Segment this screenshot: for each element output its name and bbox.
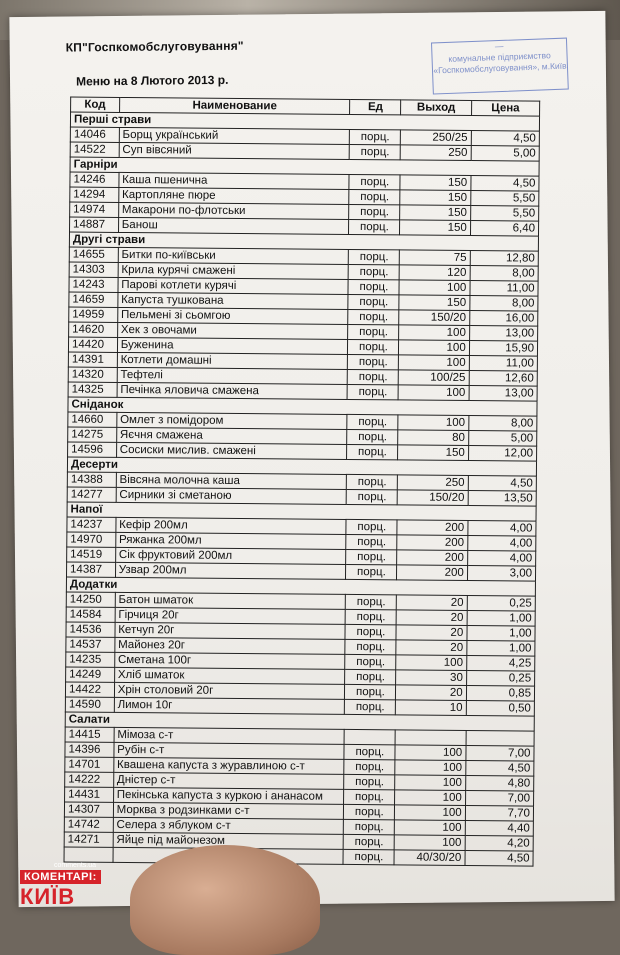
header-output: Выход (401, 100, 472, 116)
item-price (466, 730, 534, 746)
item-code: 14522 (70, 142, 119, 157)
item-name: Тефтелі (117, 367, 348, 384)
item-unit: порц. (347, 429, 398, 444)
item-code: 14277 (67, 487, 116, 502)
item-price: 8,00 (469, 416, 537, 432)
item-output: 100 (394, 835, 465, 851)
item-price: 4,50 (466, 760, 534, 776)
item-code: 14519 (67, 547, 116, 562)
item-unit: порц. (346, 549, 397, 564)
item-code: 14325 (68, 382, 117, 397)
stamp (431, 38, 569, 95)
item-unit: порц. (349, 264, 400, 279)
item-code: 14537 (66, 637, 115, 652)
item-code: 14584 (66, 607, 115, 622)
item-unit: порц. (344, 744, 395, 759)
item-name: Котлети домашні (117, 352, 348, 369)
item-price: 11,00 (469, 356, 537, 372)
item-output: 150 (400, 220, 471, 236)
item-name: Пельмені зі сьомгою (117, 307, 348, 324)
item-unit: порц. (345, 639, 396, 654)
item-price: 4,00 (467, 535, 535, 551)
item-unit: порц. (348, 294, 399, 309)
item-output: 20 (396, 685, 467, 701)
item-code: 14235 (66, 652, 115, 667)
item-output: 100 (395, 760, 466, 776)
item-unit: порц. (348, 369, 399, 384)
item-code: 14660 (68, 412, 117, 427)
item-unit: порц. (349, 249, 400, 264)
item-unit: порц. (347, 444, 398, 459)
item-output: 20 (396, 610, 467, 626)
item-code: 14655 (69, 247, 118, 262)
item-price: 4,00 (467, 550, 535, 566)
item-price: 8,00 (470, 296, 538, 312)
item-name: Картопляне пюре (118, 187, 349, 204)
item-name: Сосиски мислив. смажені (116, 442, 347, 459)
item-code: 14596 (68, 442, 117, 457)
item-name: Крила курячі смажені (118, 262, 349, 279)
item-unit: порц. (348, 324, 399, 339)
company-name: КП"Госпкомобслуговування" (65, 38, 244, 55)
item-output: 100 (396, 655, 467, 671)
item-code: 14422 (65, 682, 114, 697)
item-name: Батон шматок (115, 592, 346, 609)
menu-date-title: Меню на 8 Лютого 2013 р. (75, 72, 229, 89)
item-output: 100 (395, 745, 466, 761)
item-unit: порц. (346, 519, 397, 534)
item-price: 4,00 (468, 520, 536, 536)
item-name: Сік фруктовий 200мл (115, 547, 346, 564)
watermark-brand: КОМЕНТАРІ: (20, 870, 101, 884)
item-price: 12,80 (470, 251, 538, 267)
item-code: 14320 (68, 367, 117, 382)
item-code: 14742 (64, 817, 113, 832)
item-price: 0,25 (467, 595, 535, 611)
item-unit: порц. (349, 174, 400, 189)
item-output: 150 (400, 190, 471, 206)
item-name: Майонез 20г (115, 637, 346, 654)
item-name: Парові котлети курячі (118, 277, 349, 294)
item-unit: порц. (344, 774, 395, 789)
item-name: Банош (118, 217, 349, 234)
section-title: Додатки (66, 577, 535, 596)
item-name: Борщ український (119, 127, 350, 144)
item-name: Хліб шматок (114, 667, 345, 684)
item-code: 14391 (68, 352, 117, 367)
item-name: Лимон 10г (114, 697, 345, 714)
item-price: 1,00 (467, 625, 535, 641)
item-price: 0,25 (466, 670, 534, 686)
item-unit: порц. (345, 654, 396, 669)
item-code: 14701 (65, 757, 114, 772)
item-output: 100 (398, 385, 469, 401)
menu-body (64, 112, 540, 866)
item-unit: порц. (348, 339, 399, 354)
item-unit: порц. (343, 849, 394, 864)
item-unit: порц. (346, 609, 397, 624)
item-code: 14396 (65, 742, 114, 757)
item-unit: порц. (344, 789, 395, 804)
item-price: 0,85 (466, 685, 534, 701)
item-price: 4,80 (465, 775, 533, 791)
item-output: 80 (398, 430, 469, 446)
item-unit: порц. (347, 489, 398, 504)
item-name: Омлет з помідором (117, 412, 348, 429)
header-code: Код (71, 97, 120, 112)
item-name: Квашена капуста з журавлиною с-т (114, 757, 345, 774)
stamp-line-2: комунальне підприємство (448, 50, 551, 64)
item-price: 1,00 (467, 640, 535, 656)
item-unit: порц. (350, 129, 401, 144)
item-output: 100/25 (399, 370, 470, 386)
item-code: 14246 (70, 172, 119, 187)
item-output: 150 (400, 205, 471, 221)
item-code: 14887 (70, 217, 119, 232)
item-price: 7,00 (466, 745, 534, 761)
item-unit (345, 729, 396, 744)
item-unit: порц. (348, 279, 399, 294)
item-price: 4,50 (468, 475, 536, 491)
item-output: 200 (397, 520, 468, 536)
item-output: 150 (400, 175, 471, 191)
item-output: 100 (399, 340, 470, 356)
item-name: Кефір 200мл (116, 517, 347, 534)
item-output: 100 (395, 805, 466, 821)
item-price: 8,00 (470, 266, 538, 282)
item-code: 14250 (66, 592, 115, 607)
item-output: 20 (396, 640, 467, 656)
item-code: 14271 (64, 832, 113, 847)
item-name: Макарони по-флотськи (118, 202, 349, 219)
item-output: 30 (396, 670, 467, 686)
item-price: 4,50 (465, 850, 533, 866)
menu-sheet (9, 11, 614, 907)
item-price: 11,00 (470, 281, 538, 297)
item-output: 100 (398, 415, 469, 431)
item-unit: порц. (344, 759, 395, 774)
item-price: 5,00 (468, 431, 536, 447)
item-name: Буженина (117, 337, 348, 354)
item-code: 14243 (69, 277, 118, 292)
watermark-site: comments.ua (54, 862, 97, 869)
item-unit: порц. (345, 684, 396, 699)
item-price: 1,00 (467, 610, 535, 626)
item-code: 14970 (67, 532, 116, 547)
item-price: 7,70 (465, 805, 533, 821)
item-output: 150 (399, 295, 470, 311)
section-title: Сніданок (68, 397, 537, 416)
item-output: 200 (397, 535, 468, 551)
item-name: Гірчиця 20г (115, 607, 346, 624)
item-output: 250/25 (401, 130, 472, 146)
item-code: 14388 (67, 472, 116, 487)
item-price: 5,00 (471, 146, 539, 162)
item-name: Узвар 200мл (115, 562, 346, 579)
item-unit: порц. (344, 804, 395, 819)
item-price: 5,50 (470, 206, 538, 222)
item-unit: порц. (348, 354, 399, 369)
item-output: 20 (397, 595, 468, 611)
item-price: 4,50 (471, 176, 539, 192)
item-price: 4,25 (466, 655, 534, 671)
item-name: Суп вівсяний (119, 142, 350, 159)
item-unit: порц. (344, 819, 395, 834)
item-code: 14420 (68, 337, 117, 352)
item-unit: порц. (349, 219, 400, 234)
item-price: 12,60 (469, 371, 537, 387)
item-price: 4,40 (465, 820, 533, 836)
item-unit: порц. (344, 834, 395, 849)
item-unit: порц. (348, 309, 399, 324)
item-output: 100 (399, 280, 470, 296)
item-price: 3,00 (467, 565, 535, 581)
item-output: 20 (396, 625, 467, 641)
item-price: 4,50 (471, 131, 539, 147)
item-name: Яєчня смажена (116, 427, 347, 444)
item-name: Ряжанка 200мл (115, 532, 346, 549)
section-title: Напої (67, 502, 536, 521)
item-name: Хрін столовий 20г (114, 682, 345, 699)
item-price: 5,50 (470, 191, 538, 207)
item-output: 150/20 (399, 310, 470, 326)
item-output: 75 (400, 250, 471, 266)
watermark-city: КИЇВ (20, 884, 76, 909)
section-title: Перші страви (70, 112, 539, 131)
item-name: Дністер с-т (113, 772, 344, 789)
table-row (64, 847, 533, 866)
item-price: 13,00 (469, 326, 537, 342)
item-output: 100 (399, 355, 470, 371)
item-code: 14307 (64, 802, 113, 817)
item-name: Мімоза с-т (114, 727, 345, 744)
item-name: Битки по-київськи (118, 247, 349, 264)
section-title: Другі страви (69, 232, 538, 251)
item-code: 14249 (66, 667, 115, 682)
item-name: Морква з родзинками с-т (113, 802, 344, 819)
item-output: 250 (400, 145, 471, 161)
item-unit: порц. (345, 669, 396, 684)
item-name: Сирники зі сметаною (116, 487, 347, 504)
item-price: 4,20 (465, 835, 533, 851)
item-output: 200 (397, 565, 468, 581)
item-unit: порц. (350, 144, 401, 159)
item-price: 15,90 (469, 341, 537, 357)
item-output: 250 (398, 475, 469, 491)
item-code: 14590 (65, 697, 114, 712)
item-output: 150 (398, 445, 469, 461)
item-output: 10 (396, 700, 467, 716)
item-name: Каша пшенична (119, 172, 350, 189)
item-name: Печінка яловича смажена (117, 382, 348, 399)
item-output: 100 (395, 790, 466, 806)
section-title: Салати (65, 712, 534, 731)
item-price: 7,00 (465, 790, 533, 806)
item-unit: порц. (347, 474, 398, 489)
hand-thumb (130, 845, 320, 955)
item-unit: порц. (346, 534, 397, 549)
item-code: 14974 (70, 202, 119, 217)
item-name: Сметана 100г (114, 652, 345, 669)
item-output: 100 (395, 775, 466, 791)
item-unit: порц. (349, 189, 400, 204)
menu-table (64, 97, 541, 867)
item-name: Кетчуп 20г (115, 622, 346, 639)
item-unit: порц. (345, 624, 396, 639)
stamp-line-3: «Госпкомобслуговування», м.Київ (433, 60, 567, 76)
item-price: 12,00 (468, 446, 536, 462)
header-unit: Ед (350, 99, 401, 114)
item-name: Селера з яблуком с-т (113, 817, 344, 834)
item-code: 14222 (65, 772, 114, 787)
item-price: 13,50 (468, 490, 536, 506)
item-output: 100 (399, 325, 470, 341)
item-code: 14237 (67, 517, 116, 532)
item-code: 14959 (69, 307, 118, 322)
item-code: 14046 (70, 127, 119, 142)
item-name: Пекінська капуста з куркою і ананасом (113, 787, 344, 804)
item-name: Хек з овочами (117, 322, 348, 339)
item-price: 13,00 (469, 386, 537, 402)
item-output: 150/20 (397, 490, 468, 506)
item-code: 14620 (69, 322, 118, 337)
item-output: 200 (397, 550, 468, 566)
item-code: 14387 (66, 562, 115, 577)
item-unit: порц. (346, 594, 397, 609)
item-code: 14536 (66, 622, 115, 637)
item-code: 14294 (70, 187, 119, 202)
item-unit: порц. (348, 384, 399, 399)
item-output: 100 (395, 820, 466, 836)
watermark-logo (20, 862, 100, 910)
item-unit: порц. (346, 564, 397, 579)
item-name: Яйце під майонезом (113, 832, 344, 849)
item-output (395, 730, 466, 746)
item-code: 14415 (65, 727, 114, 742)
item-name: Вівсяна молочна каша (116, 472, 347, 489)
item-code: 14431 (65, 787, 114, 802)
item-unit: порц. (349, 204, 400, 219)
stamp-line-1: — (494, 40, 504, 52)
item-code: 14659 (69, 292, 118, 307)
item-price: 0,50 (466, 700, 534, 716)
item-name: Рубін с-т (114, 742, 345, 759)
item-output: 120 (399, 265, 470, 281)
item-output: 40/30/20 (394, 850, 465, 866)
header-price: Цена (471, 101, 539, 117)
item-code: 14303 (69, 262, 118, 277)
section-title: Гарніри (70, 157, 539, 176)
section-title: Десерти (67, 457, 536, 476)
header-name: Наименование (119, 97, 350, 114)
item-price: 16,00 (469, 311, 537, 327)
item-price: 6,40 (470, 221, 538, 237)
item-unit: порц. (347, 414, 398, 429)
item-code (64, 847, 113, 862)
item-unit: порц. (345, 699, 396, 714)
item-name: Капуста тушкована (118, 292, 349, 309)
item-code: 14275 (68, 427, 117, 442)
